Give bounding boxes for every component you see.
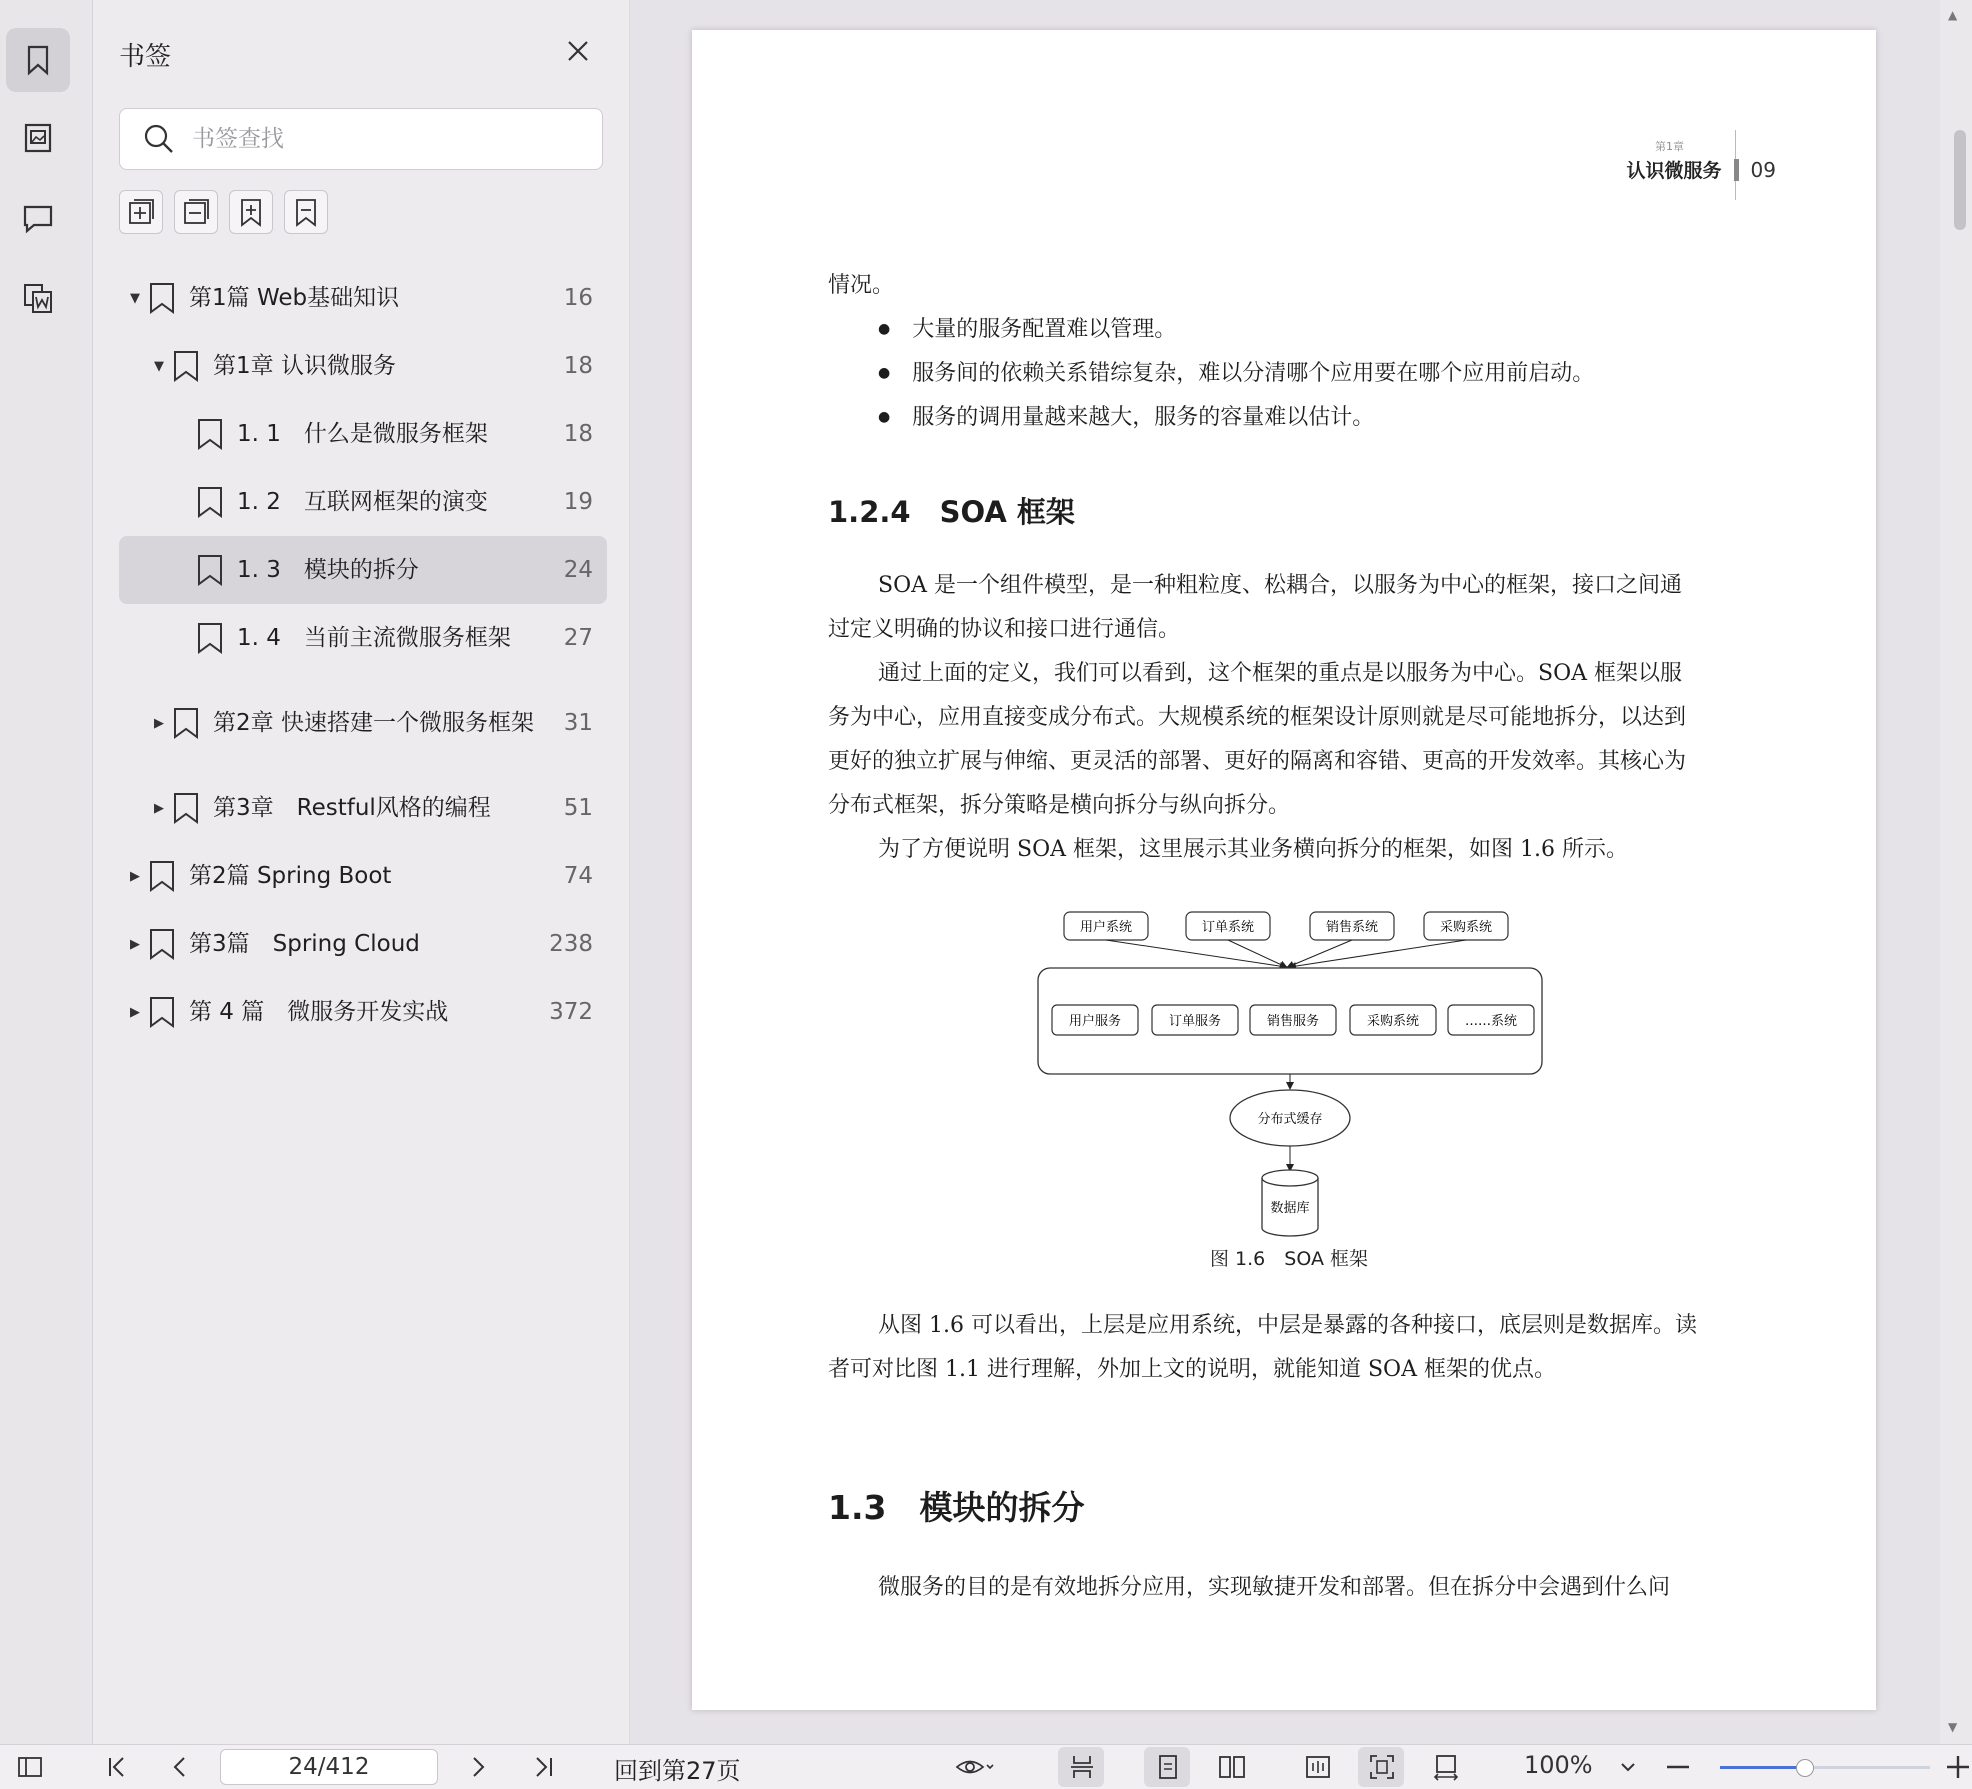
top-system-label: 用户系统 (1079, 920, 1133, 935)
expand-caret-icon[interactable]: ▼ (130, 290, 140, 306)
bookmark-icon (195, 485, 225, 519)
connector-arrow (1290, 940, 1466, 967)
bookmark-page: 18 (563, 421, 593, 447)
bookmark-toolbar (119, 190, 328, 234)
bookmark-label: 1. 4 当前主流微服务框架 (237, 625, 511, 651)
bookmark-search[interactable] (119, 108, 603, 170)
expand-caret-icon[interactable]: ▶ (154, 800, 164, 816)
bookmark-label: 第2章 快速搭建一个微服务框架 (213, 710, 534, 736)
bookmark-label: 第3篇 Spring Cloud (189, 931, 420, 957)
bookmark-page: 16 (563, 285, 593, 311)
search-icon (142, 122, 176, 156)
bookmark-page: 238 (549, 931, 593, 957)
collapse-all-button[interactable] (174, 190, 218, 234)
bookmark-icon (171, 791, 201, 825)
bookmark-label: 1. 2 互联网框架的演变 (237, 489, 488, 515)
section-heading: 1.2.4 SOA 框架 (828, 495, 1075, 529)
convert-to-word-icon[interactable] (6, 266, 70, 330)
toggle-sidebar-icon[interactable] (14, 1751, 46, 1783)
text-line: SOA 是一个组件模型，是一种粗粒度、松耦合，以服务为中心的框架，接口之间通 (878, 573, 1682, 598)
service-label: ……系统 (1464, 1014, 1518, 1029)
bookmark-item[interactable] (119, 264, 607, 332)
bookmark-tree (119, 264, 607, 1046)
bookmark-page: 27 (563, 625, 593, 651)
soa-diagram (1034, 908, 1544, 1268)
previous-page-icon[interactable] (164, 1751, 196, 1783)
zoom-out-icon[interactable] (1662, 1751, 1694, 1783)
text-line: 者可对比图 1.1 进行理解，外加上文的说明，就能知道 SOA 框架的优点。 (828, 1357, 1556, 1382)
cache-label: 分布式缓存 (1257, 1112, 1323, 1127)
bookmark-icon (147, 281, 177, 315)
page-number: 09 (1750, 157, 1776, 182)
bookmark-item[interactable] (119, 672, 607, 774)
bookmark-label: 1. 1 什么是微服务框架 (237, 421, 488, 447)
last-page-icon[interactable] (528, 1751, 560, 1783)
zoom-slider[interactable] (1720, 1766, 1930, 1769)
top-system-label: 销售系统 (1325, 920, 1379, 935)
zoom-slider-knob[interactable] (1796, 1759, 1814, 1777)
thumbnail-panel-icon[interactable] (6, 106, 70, 170)
bookmark-page: 51 (563, 795, 593, 821)
status-bar (0, 1744, 1972, 1789)
text-line: 为了方便说明 SOA 框架，这里展示其业务横向拆分的框架，如图 1.6 所示。 (878, 837, 1628, 862)
text-line: 从图 1.6 可以看出，上层是应用系统，中层是暴露的各种接口，底层则是数据库。读 (878, 1313, 1697, 1338)
scroll-down-icon[interactable]: ▼ (1948, 1720, 1958, 1734)
close-icon[interactable] (563, 36, 593, 66)
expand-caret-icon[interactable]: ▶ (154, 715, 164, 731)
service-label: 订单服务 (1168, 1014, 1222, 1029)
bullet-item: ● 大量的服务配置难以管理。 (878, 312, 1176, 343)
remove-bookmark-button[interactable] (284, 190, 328, 234)
bookmark-panel-icon[interactable] (6, 28, 70, 92)
continuous-scroll-icon[interactable] (1066, 1751, 1098, 1783)
bookmark-panel (93, 0, 630, 1744)
bookmark-icon (171, 349, 201, 383)
expand-caret-icon[interactable]: ▶ (130, 1004, 140, 1020)
figure-caption: 图 1.6 SOA 框架 (1210, 1248, 1368, 1270)
add-bookmark-icon (235, 196, 267, 228)
fit-width-icon[interactable] (1430, 1751, 1462, 1783)
panel-title: 书签 (119, 42, 172, 72)
bookmark-page: 372 (549, 999, 593, 1025)
bookmark-page: 74 (563, 863, 593, 889)
service-label: 销售服务 (1266, 1014, 1320, 1029)
expand-caret-icon[interactable]: ▶ (130, 868, 140, 884)
running-chapter: 第1章 (1655, 140, 1684, 153)
bullet-item: ● 服务的调用量越来越大，服务的容量难以估计。 (878, 400, 1374, 431)
bookmark-item[interactable] (119, 978, 607, 1046)
chapter-section-heading: 1.3 模块的拆分 (828, 1488, 1085, 1527)
bookmark-icon (147, 995, 177, 1029)
bookmark-label: 第1篇 Web基础知识 (189, 285, 400, 311)
text-line: 分布式框架，拆分策略是横向拆分与纵向拆分。 (828, 793, 1291, 818)
first-page-icon[interactable] (100, 1751, 132, 1783)
search-input[interactable] (190, 125, 574, 153)
bookmark-item[interactable] (119, 332, 607, 400)
two-page-icon[interactable] (1216, 1751, 1248, 1783)
connector-arrow (1288, 940, 1352, 967)
database-label: 数据库 (1270, 1201, 1310, 1216)
zoom-level[interactable]: 100% (1524, 1751, 1593, 1779)
zoom-in-icon[interactable] (1944, 1751, 1972, 1783)
zoom-dropdown-icon[interactable] (1612, 1751, 1644, 1783)
text-line: 情况。 (828, 273, 895, 298)
bookmark-icon (195, 621, 225, 655)
bookmark-page: 24 (563, 557, 593, 583)
database-top (1262, 1170, 1318, 1186)
bookmark-label: 第 4 篇 微服务开发实战 (189, 999, 449, 1025)
bookmark-item[interactable] (119, 604, 607, 672)
expand-all-button[interactable] (119, 190, 163, 234)
left-icon-rail (0, 0, 93, 1744)
fit-page-icon[interactable] (1366, 1751, 1398, 1783)
service-label: 用户服务 (1068, 1014, 1122, 1029)
bookmark-item[interactable] (119, 842, 607, 910)
vertical-scrollbar[interactable] (1940, 0, 1972, 1744)
scroll-up-icon[interactable]: ▲ (1948, 8, 1958, 22)
next-page-icon[interactable] (462, 1751, 494, 1783)
bookmark-page: 19 (563, 489, 593, 515)
bookmark-page: 31 (563, 710, 593, 736)
bullet-item: ● 服务间的依赖关系错综复杂，难以分清哪个应用要在哪个应用前启动。 (878, 356, 1594, 387)
text-line: 通过上面的定义，我们可以看到，这个框架的重点是以服务为中心。SOA 框架以服 (878, 661, 1682, 686)
comment-panel-icon[interactable] (6, 186, 70, 250)
reading-mode-icon[interactable] (952, 1751, 998, 1783)
connector-arrow (1106, 940, 1286, 967)
top-system-label: 订单系统 (1201, 920, 1255, 935)
service-label: 采购系统 (1366, 1014, 1420, 1029)
bookmark-item-selected[interactable] (119, 536, 607, 604)
running-title: 认识微服务 (1626, 160, 1722, 182)
bookmark-label: 第1章 认识微服务 (213, 353, 396, 379)
top-system-label: 采购系统 (1439, 920, 1493, 935)
page-number-input[interactable]: 24/412 (220, 1749, 438, 1785)
bookmark-label: 1. 3 模块的拆分 (237, 557, 419, 583)
bookmark-label: 第3章 Restful风格的编程 (213, 795, 491, 821)
bookmark-item[interactable] (119, 910, 607, 978)
single-page-icon[interactable] (1152, 1751, 1184, 1783)
bookmark-item[interactable] (119, 400, 607, 468)
running-head (1627, 138, 1776, 183)
collapse-all-icon (180, 196, 212, 228)
return-to-page-link[interactable]: 回到第27页 (614, 1757, 741, 1785)
bookmark-label: 第2篇 Spring Boot (189, 863, 392, 889)
expand-caret-icon[interactable]: ▼ (154, 358, 164, 374)
text-line: 过定义明确的协议和接口进行通信。 (828, 617, 1181, 642)
bookmark-icon (171, 706, 201, 740)
running-head-bar (1734, 159, 1739, 181)
add-bookmark-button[interactable] (229, 190, 273, 234)
zoom-slider-fill (1720, 1766, 1804, 1769)
expand-caret-icon[interactable]: ▶ (130, 936, 140, 952)
remove-bookmark-icon (290, 196, 322, 228)
document-page (692, 30, 1876, 1710)
bookmark-icon (147, 927, 177, 961)
expand-all-icon (125, 196, 157, 228)
book-view-icon[interactable] (1302, 1751, 1334, 1783)
text-line: 微服务的目的是有效地拆分应用，实现敏捷开发和部署。但在拆分中会遇到什么问 (878, 1575, 1671, 1600)
text-line: 更好的独立扩展与伸缩、更灵活的部署、更好的隔离和容错、更高的开发效率。其核心为 (828, 749, 1687, 774)
bookmark-item[interactable] (119, 774, 607, 842)
text-line: 务为中心，应用直接变成分布式。大规模系统的框架设计原则就是尽可能地拆分，以达到 (828, 705, 1687, 730)
bookmark-icon (147, 859, 177, 893)
bookmark-page: 18 (563, 353, 593, 379)
scroll-thumb[interactable] (1954, 130, 1966, 230)
bookmark-icon (195, 553, 225, 587)
bookmark-item[interactable] (119, 468, 607, 536)
bookmark-icon (195, 417, 225, 451)
